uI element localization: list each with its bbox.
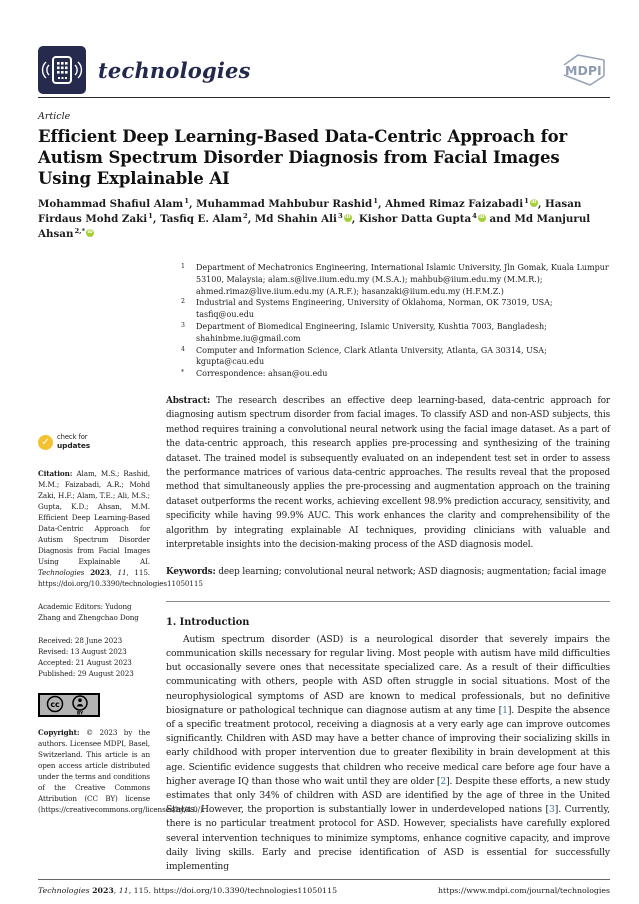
affiliation-item: 2 Industrial and Systems Engineering, University of Oklahoma, Norman, OK 73019, USA; tasfiq@ou.edu: [181, 298, 553, 320]
orcid-icon[interactable]: iD: [345, 214, 351, 220]
keywords: Keywords: deep learning; convolutional neural network; ASD diagnosis; augmentation; facial image: [166, 567, 607, 578]
citation-block: Citation: Alam, M.S.; Rashid, M.M.; Faizabadi, A.R.; Mohd Zaki, H.F.; Alam, T.E.; Ali, M.S.; Gupta, K.D.; Ahsan, M.M. Efficient Deep Learning-Based Data-Centric Approach for Autism Spectrum Disorder Diagnosis from Facial Images Using Explainable AI. Technologies 2023, 11, 115. https://doi.org/10.3390/technologies11050115: [38, 469, 203, 588]
received-date: Received: 28 June 2023: [38, 636, 123, 645]
author: Md Manjurul Ahsan$^{2,*}$ iD: [38, 213, 591, 240]
abstract: Abstract: The research describes an effective deep learning-based, data-centric approach for diagnosing autism spectrum disorder from facial images. To classify ASD and non-ASD subjects, this method requires training a convolutional neural network using the facial image dataset. As a part of the data-centric approach, this research applies pre-processing and synthesizing of the training dataset. The trained model is subsequently evaluated on an independent test set in order to assess the performance matrices of various data-centric approaches. The results reveal that the proposed method that simultaneously applies the pre-processing and augmentation approach on the training dataset outperforms the recent works, achieving excellent 98.9% prediction accuracy, sensitivity, and specificity while having 99.9% AUC. This work enhances the clarity and comprehensibility of the algorithm by integrating explainable AI techniques, providing clinicians with valuable and interpretable insights into the decision-making process of the ASD diagnosis model.: [166, 395, 610, 551]
affiliation-item-correspondence: * Correspondence: ahsan@ou.edu: [181, 369, 328, 379]
article-type-label: Article: [38, 111, 71, 122]
intro-text: Autism spectrum disorder (ASD) is a neurological disorder that severely impairs the communication skills necessary for regular living. Most people with autism have mild difficulties but occasionally severe ones that necessitate specialized care. As a result of their difficulties communicating with others, people with ASD often struggle in social situations. Most of the neurophysiological symptoms of ASD are known to medical professionals, but no definitive biosignature or pathological technique can diagnose autism at any time [: [166, 633, 610, 716]
paper-title: Efficient Deep Learning-Based Data-Centric Approach for Autism Spectrum Disorder Diagnosis from Facial Images Using Explainable AI: [38, 127, 568, 188]
affiliation-item: 1 Department of Mechatronics Engineering, International Islamic University, Jln Gomak, Kuala Lumpur 53100, Malaysia; alam.s@live.iium.edu.my (M.S.A.); mahbub@iium.edu.my (M.M.R.); ahmed.rimaz@live.iium.edu.my (A.R.F.); hasanzaki@iium.edu.my (H.F.M.Z.): [181, 263, 609, 296]
author: Kishor Datta Gupta$^4$ iD and: [358, 211, 515, 225]
section-divider: [166, 601, 610, 602]
keywords-label: Keywords:: [166, 567, 216, 578]
orcid-icon[interactable]: iD: [87, 229, 93, 235]
footer-journal-url[interactable]: https://www.mdpi.com/journal/technologies: [438, 886, 610, 895]
accepted-date: Accepted: 21 August 2023: [38, 658, 132, 667]
mdpi-logo-text: MDPI: [565, 63, 602, 78]
revised-date: Revised: 13 August 2023: [38, 647, 127, 656]
tablet-signal-icon: [38, 46, 86, 94]
author-list: [38, 197, 610, 242]
by-label: BY: [76, 711, 84, 717]
author: Md Shahin Ali$^3$ iD,: [254, 211, 359, 225]
intro-text: ]. Despite these efforts, a new study estimates that only 34% of children with ASD are identified by the age of three in the United States. However, the proportion is substantially lower in underdeveloped nations [: [166, 775, 610, 816]
intro-text: ]. Despite the absence of a specific treatment protocol, receiving a diagnosis at a very early age can improve outcomes significantly. Children with ASD may have a better chance of improving their socializing skills in early childhood with proper intervention due to greater flexibility in brain development at this age. Scientific evidence suggests that children who receive medical care before age four have a higher average IQ than those who wait until they are older [: [166, 704, 611, 787]
affiliation-list: [166, 262, 610, 380]
affiliation-item: 4 Computer and Information Science, Clark Atlanta University, Atlanta, GA 30314, USA; kgupta@cau.edu: [181, 345, 547, 367]
check-icon: ✓: [38, 435, 53, 450]
author: Tasfiq E. Alam$^2$,: [160, 211, 255, 225]
author: Ahmed Rimaz Faizabadi$^1$ iD,: [385, 196, 546, 210]
technologies-journal-logo: [38, 46, 86, 94]
orcid-icon[interactable]: iD: [479, 214, 485, 220]
reference-link-2[interactable]: 2: [440, 775, 447, 787]
introduction-paragraph: [166, 633, 610, 874]
check-for-updates-badge[interactable]: ✓ check for updates: [38, 434, 150, 450]
intro-text: ]. Currently, there is no particular treatment protocol for ASD. However, specialists have carefully explored several intervention techniques to minimize symptoms, enhance cognitive capacity, and improve daily living skills. Early and precise identification of ASD is essential for successfully implementing: [166, 804, 610, 873]
cc-by-license-badge[interactable]: [38, 693, 100, 717]
author: Mohammad Shafiul Alam$^1$,: [38, 196, 197, 210]
reference-link-1[interactable]: 1: [502, 704, 508, 716]
abstract-label: Abstract:: [166, 395, 211, 406]
citation-doi-link[interactable]: , 115. https://doi.org/10.3390/technologies11050115: [38, 568, 203, 588]
footer-citation: Technologies 2023, 11, 115. https://doi.org/10.3390/technologies11050115: [38, 886, 338, 895]
journal-name: technologies: [98, 57, 251, 83]
academic-editors: Academic Editors: Yudong Zhang and Zhengchao Dong: [38, 602, 139, 622]
cc-icon: cc: [50, 700, 60, 709]
mdpi-logo: [558, 51, 610, 89]
reference-link-3[interactable]: 3: [549, 804, 555, 816]
author: Hasan Firdaus Mohd Zaki$^1$,: [38, 198, 582, 225]
published-date: Published: 29 August 2023: [38, 669, 134, 678]
main-column: [166, 262, 610, 874]
affiliation-item: 3 Department of Biomedical Engineering, Islamic University, Kushtia 7003, Bangladesh; shahinbme.iu@gmail.com: [181, 321, 547, 343]
journal-header: [38, 46, 610, 98]
orcid-icon[interactable]: iD: [531, 199, 537, 205]
history-dates: [38, 635, 150, 679]
copyright-notice: Copyright: © 2023 by the authors. Licensee MDPI, Basel, Switzerland. This article is an open access article distributed under the terms and conditions of the Creative Commons Attribution (CC BY) license (https://creativecommons.org/licenses/by/4.0/).: [38, 728, 205, 814]
page-footer: [38, 879, 610, 895]
footer-doi-link[interactable]: , 115. https://doi.org/10.3390/technologies11050115: [128, 886, 338, 895]
author: Muhammad Mahbubur Rashid$^1$,: [196, 196, 386, 210]
section-heading-introduction: 1. Introduction: [166, 616, 250, 628]
